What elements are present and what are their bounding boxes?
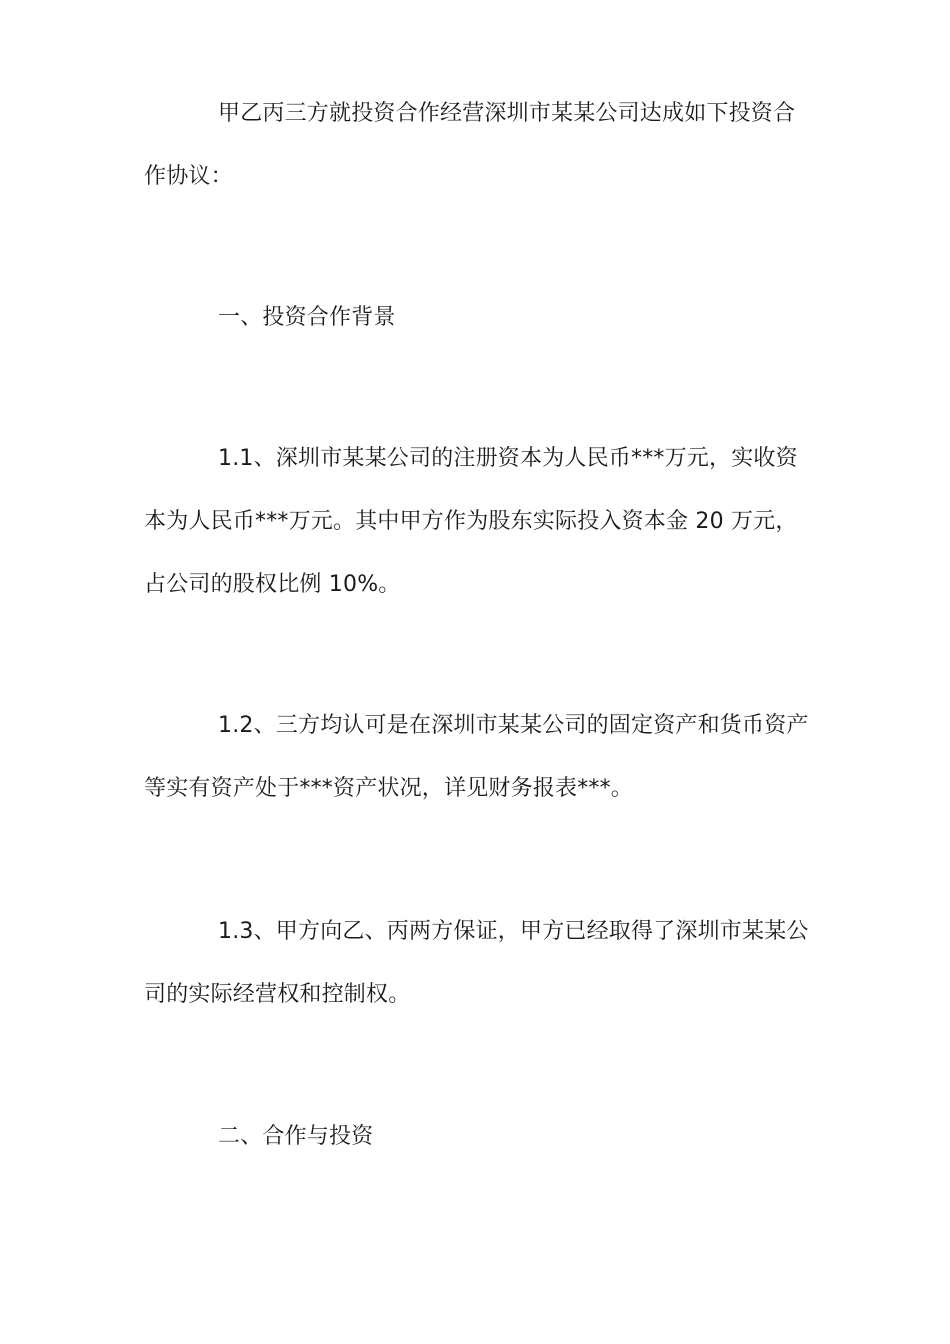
clause-1-3-line-1: 1.3、甲方向乙、丙两方保证，甲方已经取得了深圳市某某公 [218,919,809,944]
clause-1-2-line-2: 等实有资产处于***资产状况，详见财务报表***。 [144,776,634,801]
section-heading-2: 二、合作与投资 [218,1124,374,1149]
section-heading-1: 一、投资合作背景 [218,305,396,330]
clause-1-1-line-2: 本为人民币***万元。其中甲方作为股东实际投入资本金 20 万元， [144,509,798,534]
clause-1-1-line-1: 1.1、深圳市某某公司的注册资本为人民币***万元，实收资 [218,446,798,471]
clause-1-3-line-2: 司的实际经营权和控制权。 [144,982,411,1007]
clause-1-1-line-3: 占公司的股权比例 10%。 [144,572,401,597]
intro-paragraph-line-2: 作协议： [144,164,233,189]
clause-1-2-line-1: 1.2、三方均认可是在深圳市某某公司的固定资产和货币资产 [218,713,809,738]
intro-paragraph-line-1: 甲乙丙三方就投资合作经营深圳市某某公司达成如下投资合 [218,101,796,126]
